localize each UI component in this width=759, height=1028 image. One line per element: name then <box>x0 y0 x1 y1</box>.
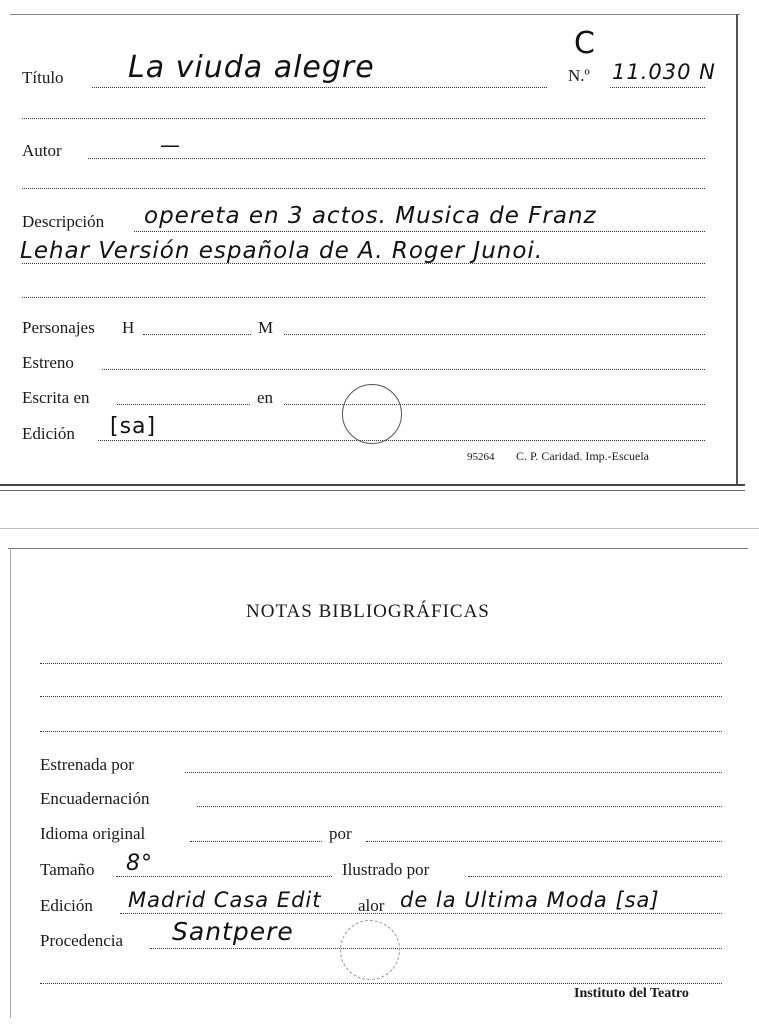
descripcion-value-1: opereta en 3 actos. Musica de Franz <box>144 203 597 229</box>
tamano-label: Tamaño <box>40 860 95 879</box>
autor-line <box>88 158 705 159</box>
h-line <box>143 334 251 335</box>
m-label: M <box>258 318 274 337</box>
tamano-line <box>116 876 332 877</box>
blank-line-1 <box>22 118 705 119</box>
personajes-label: Personajes <box>22 318 95 337</box>
idioma-label: Idioma original <box>40 824 146 843</box>
notes-line-3 <box>40 731 722 732</box>
edicion-line-2 <box>120 913 722 914</box>
edicion-value-mid: alor <box>358 896 385 915</box>
footer-institution: Instituto del Teatro <box>574 986 689 1001</box>
card-bottom-edge <box>0 484 745 486</box>
blank-line-3 <box>22 297 705 298</box>
footer-printer: C. P. Caridad. Imp.-Escuela <box>516 449 649 463</box>
titulo-line <box>92 87 547 88</box>
idioma-line <box>190 841 322 842</box>
estreno-label: Estreno <box>22 353 74 372</box>
notas-heading: NOTAS BIBLIOGRÁFICAS <box>246 601 490 622</box>
h-label: H <box>122 318 135 337</box>
card-top-edge <box>8 548 748 549</box>
punch-hole-mark <box>340 920 400 980</box>
ilustrado-line <box>468 876 722 877</box>
por-label: por <box>329 824 352 843</box>
estrenada-label: Estrenada por <box>40 755 134 774</box>
descripcion-line-1 <box>134 231 705 232</box>
notes-line-bottom <box>40 983 722 984</box>
catalog-card-back <box>0 538 759 1028</box>
ilustrado-label: Ilustrado por <box>342 860 430 879</box>
estreno-line <box>102 369 705 370</box>
por-line <box>366 841 722 842</box>
catalog-card-front <box>0 0 759 500</box>
punch-hole-mark <box>342 384 402 444</box>
edicion-label-2: Edición <box>40 896 93 915</box>
procedencia-line <box>150 948 722 949</box>
card-right-edge <box>736 14 738 484</box>
autor-label: Autor <box>22 141 62 160</box>
procedencia-label: Procedencia <box>40 931 124 950</box>
escrita-line <box>117 404 250 405</box>
encuadernacion-line <box>197 806 722 807</box>
edicion-value-b: de la Ultima Moda [sa] <box>400 888 660 912</box>
numero-label: N.º <box>568 66 590 85</box>
numero-line <box>610 87 705 88</box>
descripcion-value-2: Lehar Versión española de A. Roger Junoi. <box>20 238 544 264</box>
notes-line-1 <box>40 663 722 664</box>
edicion-line <box>98 440 705 441</box>
card-bottom-edge-2 <box>0 490 745 491</box>
card-left-edge <box>10 548 11 1018</box>
titulo-value: La viuda alegre <box>128 50 375 85</box>
numero-prefix: C <box>574 26 596 61</box>
edicion-label: Edición <box>22 424 75 443</box>
escrita-label: Escrita en <box>22 388 90 407</box>
card-gap-rule <box>0 528 759 529</box>
footer-code: 95264 <box>467 451 495 463</box>
numero-value: 11.030 N <box>612 60 716 84</box>
blank-line-2 <box>22 188 705 189</box>
notes-line-2 <box>40 696 722 697</box>
m-line <box>284 334 705 335</box>
estrenada-line <box>185 772 722 773</box>
tamano-value: 8° <box>126 851 153 876</box>
encuadernacion-label: Encuadernación <box>40 789 150 808</box>
descripcion-label: Descripción <box>22 212 105 231</box>
autor-value: — <box>160 133 181 157</box>
escrita-en-label: en <box>257 388 274 407</box>
edicion-value-a: Madrid Casa Edit <box>128 888 322 912</box>
card-top-edge <box>10 14 740 15</box>
titulo-label: Título <box>22 68 64 87</box>
edicion-value: [sa] <box>110 414 157 439</box>
procedencia-value: Santpere <box>172 917 294 946</box>
